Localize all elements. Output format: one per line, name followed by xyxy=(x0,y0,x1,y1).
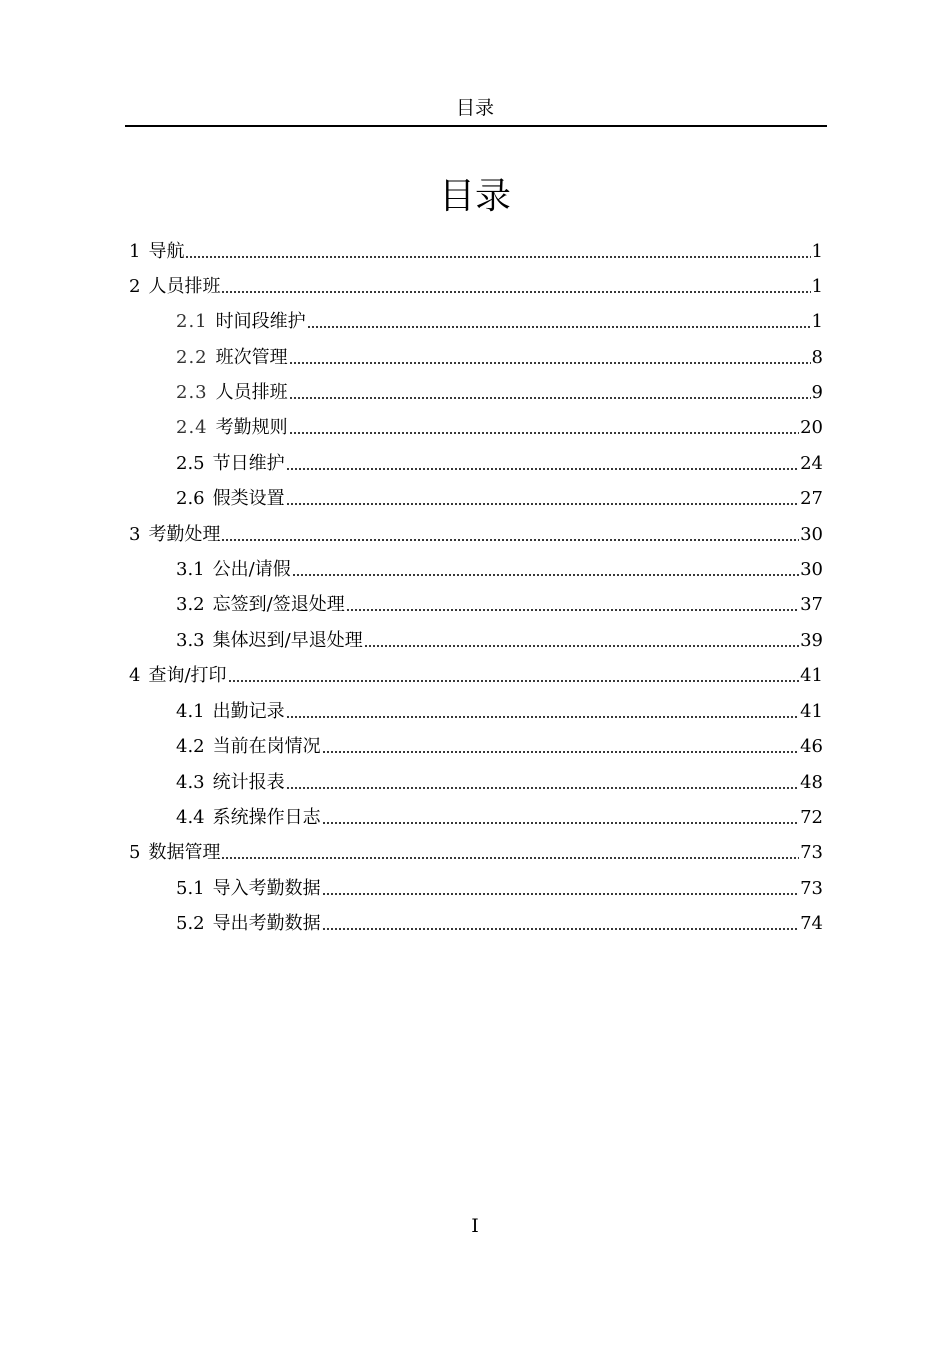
toc-entry-page: 24 xyxy=(800,453,823,474)
toc-leader-dots xyxy=(221,539,799,541)
toc-entry-page: 37 xyxy=(800,594,823,615)
page-title: 目录 xyxy=(438,176,511,217)
toc-entry-text: 假类设置 xyxy=(212,488,285,509)
toc-entry-number: 3 xyxy=(129,524,141,545)
toc-entry[interactable] xyxy=(129,836,823,870)
toc-entry-number: 2.3 xyxy=(176,382,208,403)
toc-entry-label xyxy=(129,270,220,304)
toc-entry-text: 系统操作日志 xyxy=(212,807,321,828)
toc-entry[interactable] xyxy=(176,872,823,906)
toc-entry-page: 46 xyxy=(800,736,823,757)
toc-leader-dots xyxy=(322,928,799,930)
toc-entry[interactable] xyxy=(129,518,823,552)
toc-entry-page: 1 xyxy=(811,276,823,297)
running-header: 目录 xyxy=(455,97,494,119)
toc-entry-text: 考勤处理 xyxy=(148,524,221,545)
toc-entry[interactable] xyxy=(176,907,823,941)
toc-entry-page: 9 xyxy=(811,382,823,403)
toc-entry[interactable] xyxy=(176,730,823,764)
toc-entry-page: 8 xyxy=(811,347,823,368)
toc-leader-dots xyxy=(364,645,799,647)
toc-entry-label xyxy=(176,766,285,800)
toc-entry-text: 时间段维护 xyxy=(215,311,306,332)
toc-entry[interactable] xyxy=(176,695,823,729)
toc-entry-page: 41 xyxy=(800,665,823,686)
toc-leader-dots xyxy=(307,326,811,328)
toc-entry-number: 3.1 xyxy=(176,559,205,580)
toc-entry[interactable] xyxy=(176,447,823,481)
toc-entry-text: 人员排班 xyxy=(215,382,288,403)
toc-entry-label xyxy=(176,730,321,764)
toc-entry-label xyxy=(129,659,227,693)
toc-leader-dots xyxy=(221,291,810,293)
toc-entry-page: 20 xyxy=(800,417,823,438)
toc-entry-label xyxy=(129,518,220,552)
toc-entry-number: 5.1 xyxy=(176,878,205,899)
toc-entry-text: 公出/请假 xyxy=(212,559,291,580)
toc-entry-label xyxy=(176,553,291,587)
toc-entry-page: 39 xyxy=(800,630,823,651)
toc-entry-number: 2 xyxy=(129,276,141,297)
toc-leader-dots xyxy=(346,609,799,611)
toc-entry-label xyxy=(176,482,285,516)
toc-entry-page: 48 xyxy=(800,772,823,793)
toc-entry-number: 2.5 xyxy=(176,453,205,474)
toc-leader-dots xyxy=(286,716,799,718)
toc-leader-dots xyxy=(286,787,799,789)
toc-entry-label xyxy=(176,447,285,481)
toc-leader-dots xyxy=(289,362,811,364)
toc-entry[interactable] xyxy=(176,801,823,835)
toc-entry[interactable] xyxy=(176,376,823,410)
toc-entry-number: 5.2 xyxy=(176,913,205,934)
toc-entry-label xyxy=(129,836,220,870)
toc-entry-label xyxy=(176,695,285,729)
toc-entry-number: 2.2 xyxy=(176,347,208,368)
toc-leader-dots xyxy=(286,503,799,505)
toc-entry-label xyxy=(176,801,321,835)
toc-leader-dots xyxy=(292,574,799,576)
toc-leader-dots xyxy=(289,397,811,399)
toc-entry[interactable] xyxy=(129,235,823,269)
toc-entry-number: 1 xyxy=(129,241,141,262)
toc-entry-page: 73 xyxy=(800,878,823,899)
toc-entry[interactable] xyxy=(176,482,823,516)
toc-entry-text: 导航 xyxy=(148,241,185,262)
toc-entry-text: 考勤规则 xyxy=(215,417,288,438)
toc-entry[interactable] xyxy=(129,659,823,693)
toc-entry[interactable] xyxy=(176,553,823,587)
toc-entry-label xyxy=(176,907,321,941)
toc-entry[interactable] xyxy=(176,305,823,339)
toc-entry-number: 4.2 xyxy=(176,736,205,757)
page-number: I xyxy=(471,1215,479,1237)
toc-entry-text: 数据管理 xyxy=(148,842,221,863)
toc-entry-text: 集体迟到/早退处理 xyxy=(212,630,363,651)
toc-entry-label xyxy=(176,305,306,339)
toc-entry-text: 导出考勤数据 xyxy=(212,913,321,934)
toc-entry-text: 统计报表 xyxy=(212,772,285,793)
toc-entry-label xyxy=(176,411,288,445)
toc-entry-page: 74 xyxy=(800,913,823,934)
toc-leader-dots xyxy=(221,857,799,859)
toc-entry-label xyxy=(176,872,321,906)
toc-leader-dots xyxy=(185,256,810,258)
toc-entry-page: 1 xyxy=(811,311,823,332)
toc-leader-dots xyxy=(322,822,799,824)
toc-entry-label xyxy=(176,376,288,410)
toc-entry[interactable] xyxy=(176,411,823,445)
toc-entry-page: 27 xyxy=(800,488,823,509)
toc-entry-label xyxy=(176,341,288,375)
toc-entry-page: 41 xyxy=(800,701,823,722)
toc-entry[interactable] xyxy=(176,624,823,658)
toc-leader-dots xyxy=(322,893,799,895)
toc-entry-page: 30 xyxy=(800,524,823,545)
toc-entry-text: 当前在岗情况 xyxy=(212,736,321,757)
toc-entry-label xyxy=(176,588,345,622)
toc-entry-page: 1 xyxy=(811,241,823,262)
toc-entry-label xyxy=(129,235,184,269)
toc-entry-text: 出勤记录 xyxy=(212,701,285,722)
toc-entry[interactable] xyxy=(176,341,823,375)
toc-entry[interactable] xyxy=(129,270,823,304)
toc-entry-page: 30 xyxy=(800,559,823,580)
toc-entry[interactable] xyxy=(176,588,823,622)
toc-entry-text: 忘签到/签退处理 xyxy=(212,594,345,615)
toc-entry-number: 3.3 xyxy=(176,630,205,651)
toc-entry-number: 4 xyxy=(129,665,141,686)
toc-entry[interactable] xyxy=(176,766,823,800)
toc-entry-page: 72 xyxy=(800,807,823,828)
toc-entry-number: 5 xyxy=(129,842,141,863)
toc-leader-dots xyxy=(289,432,799,434)
toc-entry-number: 4.1 xyxy=(176,701,205,722)
toc-entry-number: 4.3 xyxy=(176,772,205,793)
toc-entry-number: 2.4 xyxy=(176,417,208,438)
toc-entry-number: 2.1 xyxy=(176,311,208,332)
toc-entry-text: 导入考勤数据 xyxy=(212,878,321,899)
toc-entry-text: 班次管理 xyxy=(215,347,288,368)
toc-leader-dots xyxy=(228,680,800,682)
toc-entry-number: 3.2 xyxy=(176,594,205,615)
toc-entry-number: 2.6 xyxy=(176,488,205,509)
toc-entry-number: 4.4 xyxy=(176,807,205,828)
toc-entry-page: 73 xyxy=(800,842,823,863)
toc-entry-text: 查询/打印 xyxy=(148,665,227,686)
toc-leader-dots xyxy=(322,751,799,753)
toc-leader-dots xyxy=(286,468,799,470)
toc-entry-label xyxy=(176,624,363,658)
toc-entry-text: 节日维护 xyxy=(212,453,285,474)
header-rule xyxy=(125,125,827,127)
toc-entry-text: 人员排班 xyxy=(148,276,221,297)
